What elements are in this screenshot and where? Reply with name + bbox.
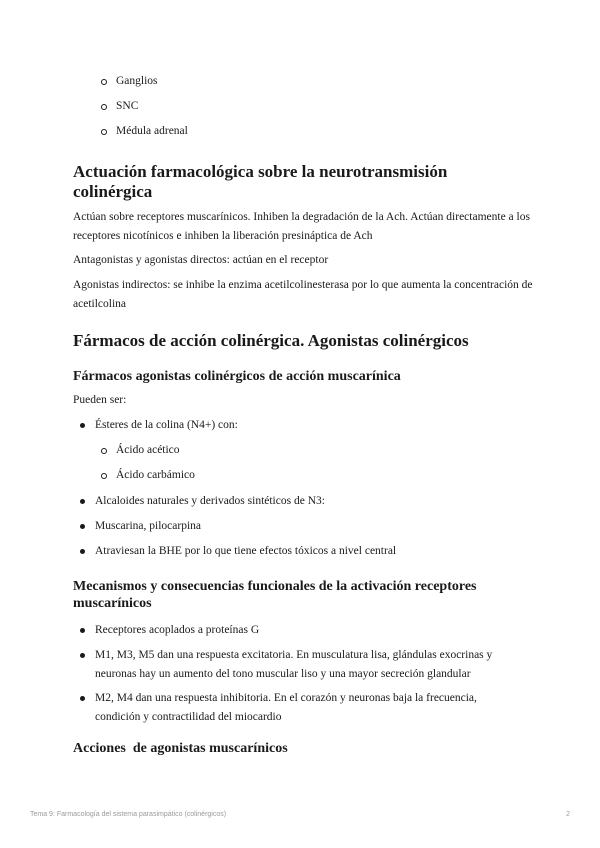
circle-bullet-icon <box>101 129 107 135</box>
bullet-icon <box>80 653 85 658</box>
list-item: SNC <box>116 100 139 112</box>
circle-bullet-icon <box>101 473 107 479</box>
page-number: 2 <box>566 811 570 818</box>
section-heading-actuacion: Actuación farmacológica sobre la neurotransmisión colinérgica <box>73 162 448 201</box>
bullet-icon <box>80 696 85 701</box>
paragraph: Pueden ser: <box>73 394 127 406</box>
list-item: Ácido acético <box>116 444 180 456</box>
list-item: Ganglios <box>116 75 158 87</box>
bullet-icon <box>80 499 85 504</box>
subsection-heading-mecanismos: Mecanismos y consecuencias funcionales de la activación receptores muscarínicos <box>73 579 477 611</box>
bullet-icon <box>80 628 85 633</box>
list-item: Ácido carbámico <box>116 469 195 481</box>
list-item: Receptores acoplados a proteínas G <box>95 624 260 636</box>
circle-bullet-icon <box>101 79 107 85</box>
page-footer <box>30 811 570 818</box>
list-item: Médula adrenal <box>116 125 188 137</box>
list-item: Muscarina, pilocarpina <box>95 520 202 532</box>
paragraph: Agonistas indirectos: se inhibe la enzima acetilcolinesterasa por lo que aumenta la concentración de acetilcolina <box>73 279 533 310</box>
list-item: M1, M3, M5 dan una respuesta excitatoria. En musculatura lisa, glándulas exocrinas y neuronas hay un aumento del tono muscular liso y una mayor secreción glandular <box>95 649 493 680</box>
paragraph: Antagonistas y agonistas directos: actúan en el receptor <box>73 254 329 266</box>
list-item: Atraviesan la BHE por lo que tiene efectos tóxicos a nivel central <box>95 545 397 557</box>
subsection-heading-agonistas: Fármacos agonistas colinérgicos de acción muscarínica <box>73 369 401 384</box>
bullet-icon <box>80 524 85 529</box>
list-item: Alcaloides naturales y derivados sintéticos de N3: <box>95 495 325 507</box>
paragraph: Actúan sobre receptores muscarínicos. Inhiben la degradación de la Ach. Actúan directamente a los receptores nicotínicos e inhiben la liberación presináptica de Ach <box>73 211 530 242</box>
footer-title: Tema 9: Farmacología del sistema parasimpático (colinérgicos) <box>30 811 227 818</box>
bullet-icon <box>80 423 85 428</box>
circle-bullet-icon <box>101 448 107 454</box>
list-item: M2, M4 dan una respuesta inhibitoria. En el corazón y neuronas baja la frecuencia, condición y contractilidad del miocardio <box>95 692 477 723</box>
list-item: Ésteres de la colina (N4+) con: <box>95 419 238 431</box>
section-heading-farmacos: Fármacos de acción colinérgica. Agonistas colinérgicos <box>73 331 469 350</box>
circle-bullet-icon <box>101 104 107 110</box>
subsection-heading-acciones: Acciones de agonistas muscarínicos <box>73 741 288 756</box>
bullet-icon <box>80 549 85 554</box>
